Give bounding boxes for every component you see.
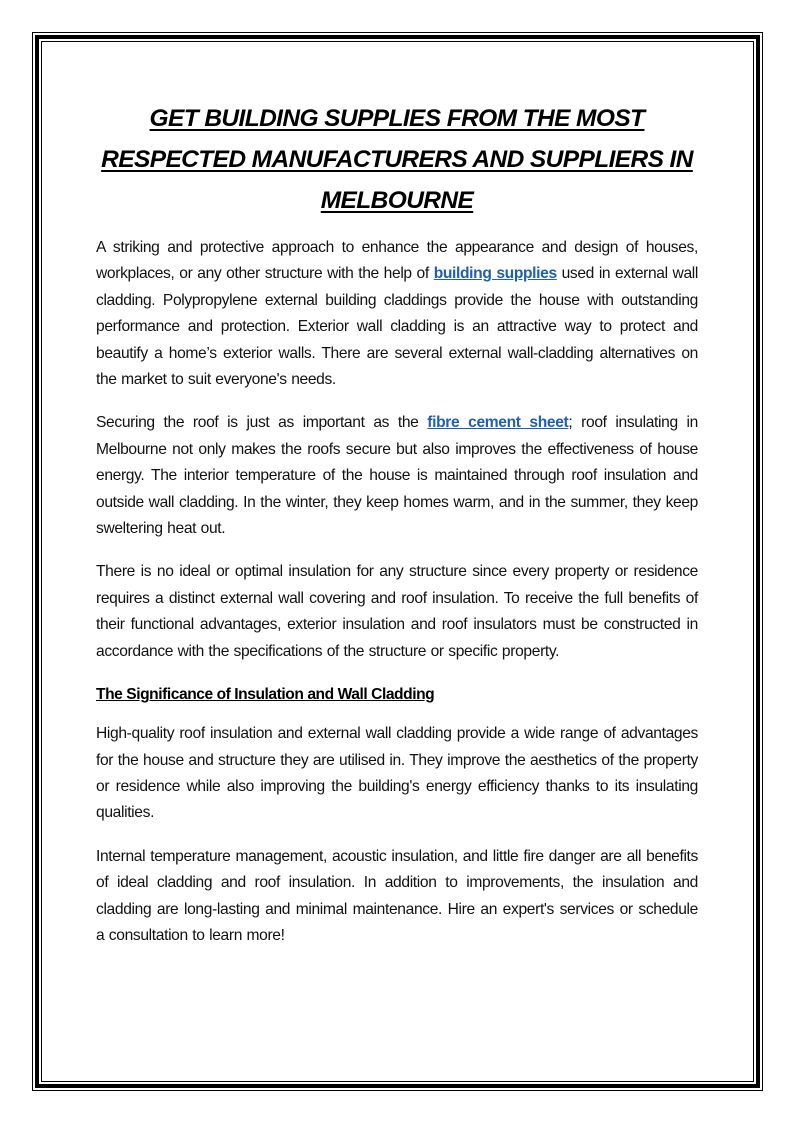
fibre-cement-sheet-link[interactable]: fibre cement sheet [427, 414, 569, 432]
paragraph-insulation: There is no ideal or optimal insulation for any structure since every property or residence requires a distinct external wall covering and roof insulation. To receive the full benefits of their functional advantages, exterior insulation and roof insulators must be constructed in accordance with the specifications of the structure or specific property. [96, 563, 698, 660]
title-line-3: MELBOURNE [320, 187, 474, 214]
title-line-1: GET BUILDING SUPPLIES FROM THE MOST [149, 105, 645, 132]
paragraph-benefits: High-quality roof insulation and external wall cladding provide a wide range of advantages for the house and structure they are utilised in. They improve the aesthetics of the property or residence while also improving the building's energy efficiency thanks to its insulating qualities. [96, 725, 698, 822]
section-heading: The Significance of Insulation and Wall Cladding [96, 686, 435, 704]
paragraph-text: A striking and protective approach to enhance the appearance and design of houses, workplaces, or any other structure with the help of [96, 239, 698, 283]
paragraph-intro [96, 235, 698, 393]
page-title [96, 98, 698, 221]
document-body [96, 98, 698, 966]
paragraph-text: Securing the roof is just as important as the [96, 414, 428, 432]
title-line-2: RESPECTED MANUFACTURERS AND SUPPLIERS IN [101, 146, 693, 173]
paragraph-conclusion: Internal temperature management, acoustic insulation, and little fire danger are all benefits of ideal cladding and roof insulation. In addition to improvements, the insulation and cladding are long-lasting and minimal maintenance. Hire an expert's services or schedule a consultation to learn more! [96, 847, 698, 944]
paragraph-text: used in external wall cladding. Polypropylene external building claddings provide the house with outstanding performance and protection. Exterior wall cladding is an attractive way to protect and beautify a home’s exterior walls. There are several external wall-cladding alternatives on the market to suit everyone's needs. [96, 265, 699, 389]
paragraph-roof [96, 410, 698, 542]
paragraph-text: ; roof insulating in Melbourne not only makes the roofs secure but also improves the effectiveness of house energy. The interior temperature of the house is maintained through roof insulation and outside wall cladding. In the winter, they keep homes warm, and in the summer, they keep sweltering heat out. [96, 414, 698, 538]
building-supplies-link[interactable]: building supplies [433, 265, 557, 283]
